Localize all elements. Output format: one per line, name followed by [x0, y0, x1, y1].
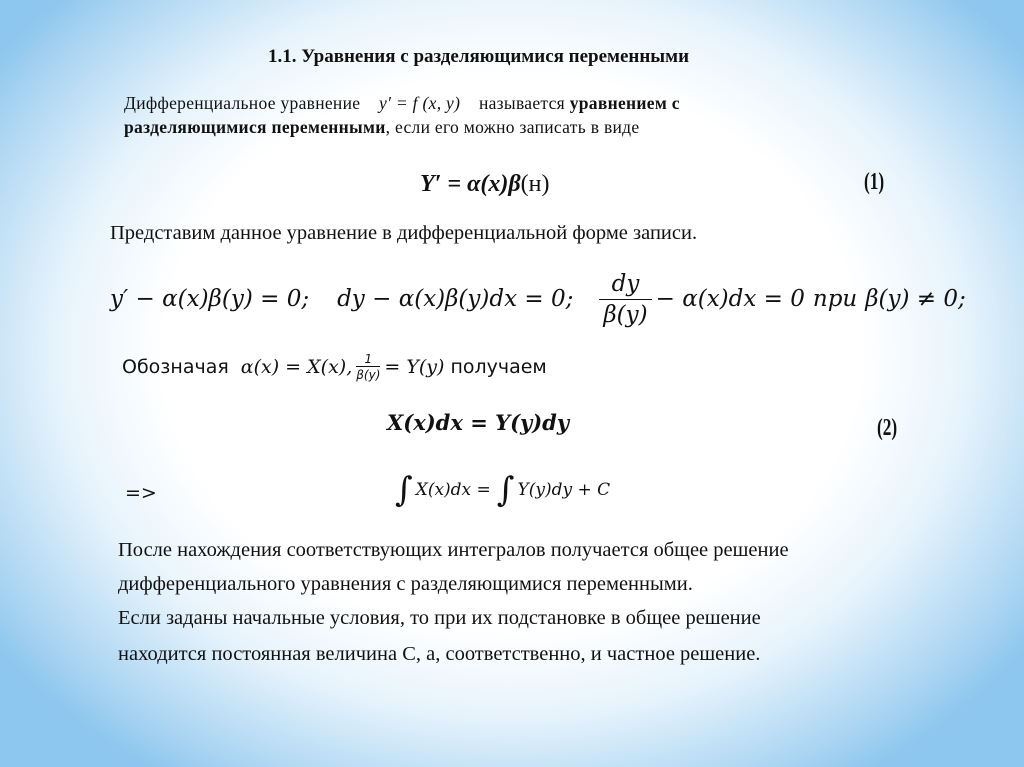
intro-text-3: , если его можно записать в виде — [385, 117, 640, 137]
fraction-numerator: dy — [611, 270, 640, 297]
substitution-line — [122, 352, 547, 382]
paragraph-differential-form: Представим данное уравнение в дифференциальной форме записи. — [110, 222, 698, 244]
equation-1 — [420, 171, 549, 198]
equation-row-part-4: β(y) ≠ 0; — [865, 286, 966, 312]
fraction-denominator: β(y) — [599, 299, 651, 328]
intro-text: Дифференциальное уравнение — [124, 93, 361, 113]
integral-equation — [395, 470, 610, 510]
substitution-word-2: получаем — [450, 356, 547, 378]
intro-formula: y′ = f (x, y) — [379, 93, 461, 113]
equation-1-lhs: Y′ = — [420, 171, 468, 197]
intro-line-2 — [124, 117, 639, 138]
equation-row-part-3: − α(x)dx = 0 — [655, 286, 805, 312]
equation-row-part-2: dy − α(x)β(y)dx = 0; — [337, 286, 574, 312]
intro-line-1 — [124, 93, 680, 114]
conclusion-line-1: После нахождения соответствующих интегралов получается общее решение — [118, 539, 789, 561]
conclusion-line-4: находится постоянная величина С, а, соответственно, и частное решение. — [118, 643, 761, 665]
conclusion-line-2: дифференциального уравнения с разделяющимися переменными. — [118, 573, 693, 595]
slide-title: 1.1. Уравнения с разделяющимися переменными — [268, 46, 690, 67]
equation-row — [110, 266, 966, 332]
substitution-fraction-den: β(y) — [356, 368, 381, 382]
substitution-expr-1: α(x) = X(x), — [240, 356, 353, 378]
equation-row-part-1: y′ − α(x)β(y) = 0; — [110, 286, 310, 312]
intro-bold-term: уравнением с — [569, 93, 680, 113]
substitution-word: Обозначая — [122, 356, 229, 378]
substitution-fraction-num: 1 — [364, 352, 373, 366]
equation-row-condition-word: при — [812, 286, 858, 312]
conclusion-line-3: Если заданы начальные условия, то при их подстановке в общее решение — [118, 607, 761, 629]
equation-1-number: (1) — [864, 169, 885, 195]
equation-2-number: (2) — [877, 415, 898, 441]
integral-left: X(x)dx = — [415, 480, 491, 500]
integral-sign-icon: ∫ — [496, 470, 515, 510]
intro-bold-term-2: разделяющимися переменными — [124, 117, 386, 137]
equation-2: X(x)dx = Y(y)dy — [387, 410, 570, 435]
integral-sign-icon: ∫ — [395, 470, 413, 510]
equation-1-func: α(x)β — [467, 171, 521, 197]
integral-right: Y(y)dy + C — [517, 480, 611, 500]
equation-1-arg: (н) — [520, 171, 550, 197]
substitution-fraction — [356, 352, 380, 382]
implies-arrow: => — [125, 482, 157, 504]
intro-text-2: называется — [478, 93, 565, 113]
substitution-expr-2: = Y(y) — [384, 356, 445, 378]
equation-row-fraction — [599, 271, 651, 328]
